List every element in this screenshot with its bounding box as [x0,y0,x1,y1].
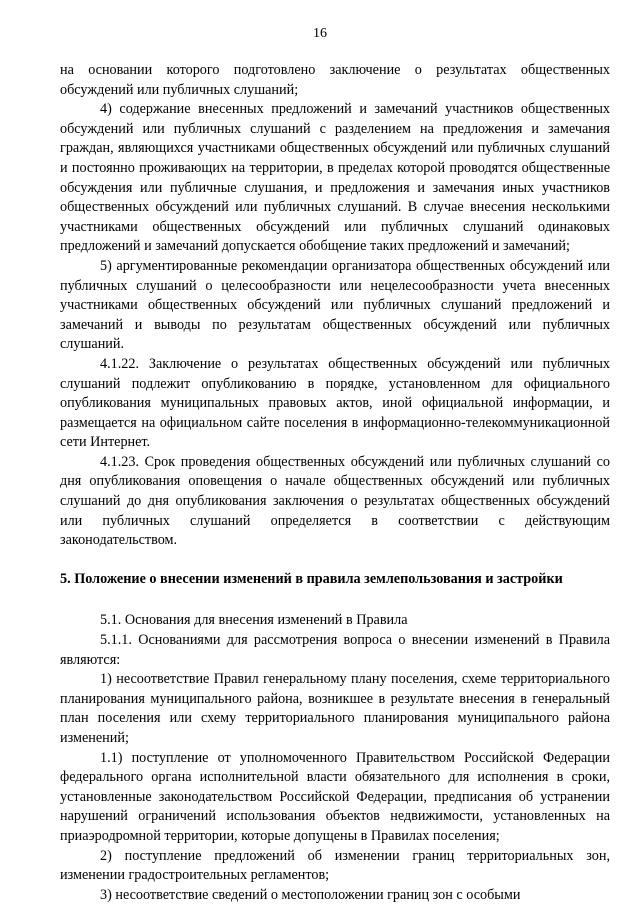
section-5-heading: 5. Положение о внесении изменений в правила землепользования и застройки [60,570,563,587]
document-body [60,61,610,905]
paragraph-item-3: 3) несоответствие сведений о местоположении границ зон с особыми [100,886,521,903]
paragraph-item-1: 1) несоответствие Правил генеральному плану поселения, схеме территориального планирования муниципального района, возникшее в результате внесения в генеральный план поселения или схему территориального планирования муниципального района изменений; [60,671,610,746]
paragraph-item-5: 5) аргументированные рекомендации организатора общественных обсуждений или публичных слушаний о целесообразности или нецелесообразности учета внесенных участниками общественных обсуждений или публичных слушаний предложений и замечаний и выводы по результатам общественных обсуждений или публичных слушаний. [60,257,610,353]
paragraph-4-1-23: 4.1.23. Срок проведения общественных обсуждений или публичных слушаний со дня опубликования оповещения о начале общественных обсуждений или публичных слушаний до дня опубликования заключения о результатах общественных обсуждений или публичных слушаний определяется в соответствии с действующим законодательством. [60,453,610,549]
paragraph-4-1-22: 4.1.22. Заключение о результатах общественных обсуждений или публичных слушаний подлежит опубликованию в порядке, установленном для официального опубликования муниципальных правовых актов, иной официальной информации, и размещается на официальном сайте поселения в информационно-телекоммуникационной сети Интернет. [60,355,610,451]
paragraph-item-4: 4) содержание внесенных предложений и замечаний участников общественных обсуждений или публичных слушаний с разделением на предложения и замечания граждан, являющихся участниками общественных обсуждений или публичных слушаний и постоянно проживающих на территории, в пределах которой проводятся общественные обсуждения или публичные слушания, и предложения и замечания иных участников общественных обсуждений или публичных слушаний. В случае внесения несколькими участниками общественных обсуждений или публичных слушаний одинаковых предложений и замечаний допускается обобщение таких предложений и замечаний; [60,101,610,255]
page-number: 16 [313,26,327,41]
paragraph-continuation: на основании которого подготовлено заключение о результатах общественных обсуждений или публичных слушаний; [60,62,610,98]
paragraph-5-1-1: 5.1.1. Основаниями для рассмотрения вопроса о внесении изменений в Правила являются: [60,632,610,668]
subsection-5-1-title: 5.1. Основания для внесения изменений в Правила [100,612,408,629]
paragraph-item-1-1: 1.1) поступление от уполномоченного Правительством Российской Федерации федерального органа исполнительной власти обязательного для исполнения в сроки, установленные законодательством Российской Федерации, предписания об устранении нарушений ограничений использования объектов недвижимости, установленных на приаэродромной территории, которые допущены в Правилах поселения; [60,749,610,844]
paragraph-item-2: 2) поступление предложений об изменении границ территориальных зон, изменении градостроительных регламентов; [60,847,610,884]
